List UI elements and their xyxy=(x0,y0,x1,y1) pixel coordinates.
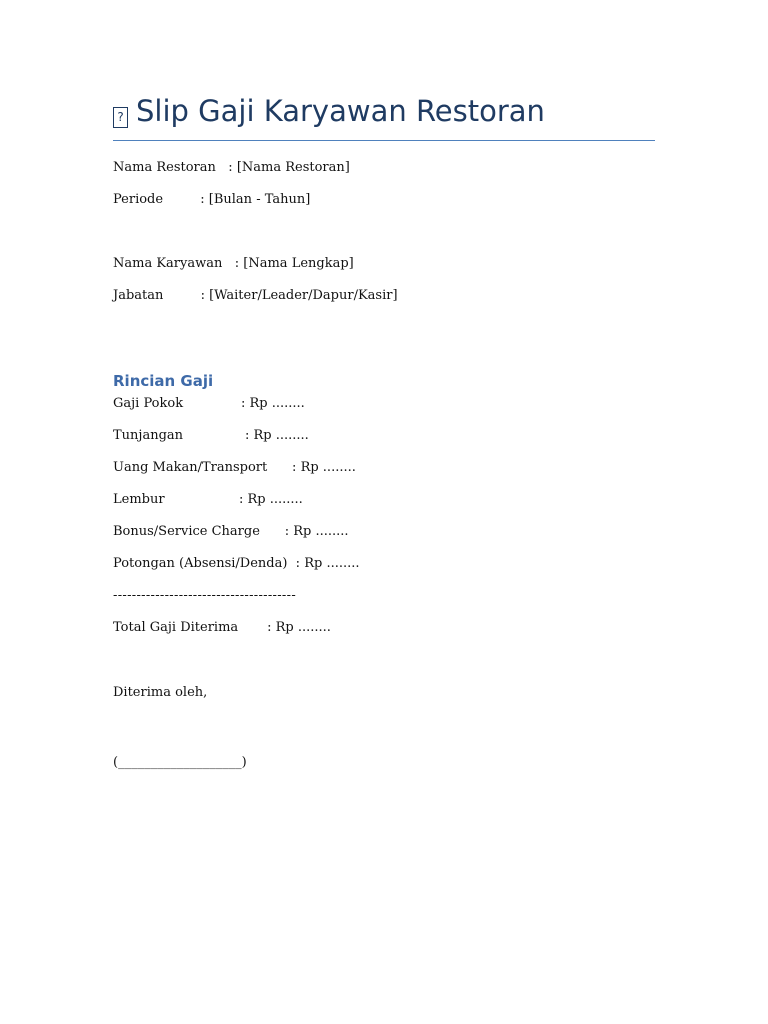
salary-item-meal-transport xyxy=(113,460,356,476)
salary-item-label: Uang Makan/Transport xyxy=(113,460,268,475)
field-label: Periode xyxy=(113,192,164,207)
received-by-label: Diterima oleh, xyxy=(113,685,208,700)
field-value: [Waiter/Leader/Dapur/Kasir] xyxy=(209,288,398,303)
salary-total-label: Total Gaji Diterima xyxy=(113,620,239,635)
signature-line: (___________________) xyxy=(113,755,247,770)
field-period xyxy=(113,192,310,208)
document-title-text: Slip Gaji Karyawan Restoran xyxy=(136,94,545,128)
salary-item-value: Rp ........ xyxy=(247,492,303,507)
salary-section-heading: Rincian Gaji xyxy=(113,372,214,390)
field-value: [Nama Restoran] xyxy=(236,160,350,175)
title-underline xyxy=(113,140,655,141)
field-restaurant-name xyxy=(113,160,350,176)
salary-item-value: Rp ........ xyxy=(304,556,360,571)
salary-item-bonus xyxy=(113,524,349,540)
salary-item-separator: : xyxy=(164,492,248,507)
salary-item-label: Gaji Pokok xyxy=(113,396,184,411)
document-title xyxy=(113,94,545,128)
salary-item-separator: : xyxy=(183,428,254,443)
salary-total xyxy=(113,620,331,636)
salary-item-separator: : xyxy=(287,556,305,571)
salary-item-overtime xyxy=(113,492,303,508)
salary-item-value: Rp ........ xyxy=(253,428,309,443)
salary-item-label: Bonus/Service Charge xyxy=(113,524,260,539)
field-position xyxy=(113,288,398,304)
field-value: [Nama Lengkap] xyxy=(243,256,354,271)
salary-total-value: Rp ........ xyxy=(275,620,331,635)
salary-item-label: Lembur xyxy=(113,492,165,507)
missing-glyph-icon: ? xyxy=(113,107,128,128)
field-employee-name xyxy=(113,256,354,272)
salary-item-separator: : xyxy=(183,396,250,411)
field-separator: : xyxy=(163,192,209,207)
field-separator: : xyxy=(163,288,210,303)
salary-item-separator: : xyxy=(267,460,301,475)
salary-item-separator: : xyxy=(259,524,294,539)
salary-item-label: Potongan (Absensi/Denda) xyxy=(113,556,288,571)
field-separator: : xyxy=(222,256,244,271)
salary-total-separator: : xyxy=(238,620,276,635)
field-separator: : xyxy=(215,160,237,175)
salary-item-allowance xyxy=(113,428,309,444)
field-label: Nama Restoran xyxy=(113,160,216,175)
field-value: [Bulan - Tahun] xyxy=(208,192,311,207)
field-label: Nama Karyawan xyxy=(113,256,223,271)
salary-item-label: Tunjangan xyxy=(113,428,184,443)
salary-item-base xyxy=(113,396,305,412)
salary-item-value: Rp ........ xyxy=(300,460,356,475)
salary-divider: --------------------------------------- xyxy=(113,588,297,603)
field-label: Jabatan xyxy=(113,288,164,303)
salary-item-value: Rp ........ xyxy=(249,396,305,411)
salary-item-value: Rp ........ xyxy=(293,524,349,539)
salary-item-deduction xyxy=(113,556,360,572)
